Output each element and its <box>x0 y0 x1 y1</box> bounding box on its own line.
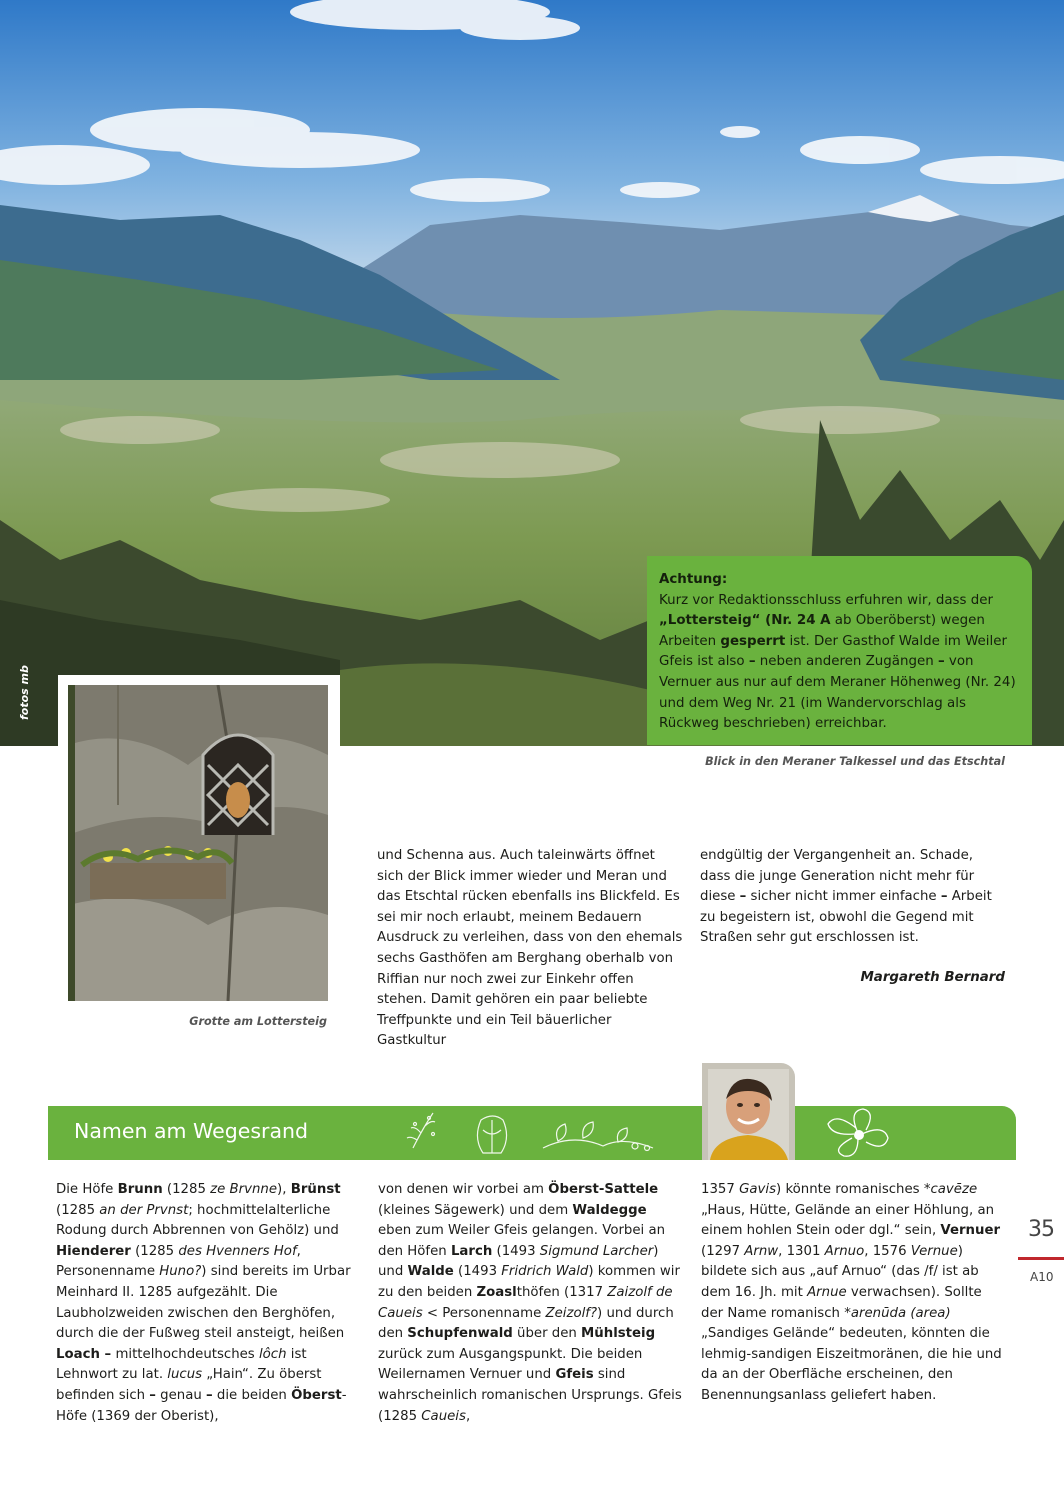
names-text-run: (1285 <box>162 1182 211 1197</box>
names-text-run: genau <box>155 1387 207 1403</box>
names-column-2 <box>378 1180 683 1427</box>
names-text-run: zurück zum Ausgangspunkt. Die beiden Weilernamen Vernuer und <box>378 1346 643 1383</box>
names-text-run: , <box>465 1408 471 1424</box>
notice-heading: Achtung: <box>659 572 728 587</box>
names-text-run: „Sandiges Gelände“ bedeuten, könnten die lehmig-sandigen Eiszeitmoränen, die hie und da an der Oberfläche erscheinen, den Benennungsanlass geliefert haben. <box>701 1326 1002 1403</box>
names-text-run: *arenūda (area) <box>844 1305 951 1321</box>
names-text-run: ) und <box>378 1243 659 1280</box>
author-portrait <box>702 1063 795 1160</box>
names-text-run: an der Prvnst <box>99 1202 189 1218</box>
names-text-run: Fridrich Wald <box>501 1264 589 1280</box>
names-text-run: , 1301 <box>778 1243 825 1259</box>
names-text-run: (1493 <box>453 1264 502 1280</box>
names-text-run: Gavis <box>739 1182 777 1197</box>
names-text-run: , 1576 <box>864 1243 911 1259</box>
names-text-run: (1297 <box>701 1243 745 1259</box>
names-text-run: -Höfe (1369 der Oberist), <box>56 1387 347 1424</box>
names-text-run: über den <box>512 1326 582 1342</box>
article-column-1: und Schenna aus. Auch taleinwärts öffnet sich der Blick immer wieder und Meran und das Etschtal rücken ebenfalls ins Blickfeld. Es sei mir noch erlaubt, meinem Bedauern Ausdruck zu verleihen, dass von den ehemals sechs Gasthöfen am Berghang oberhalb von Riffian nur noch zwei zur Einkehr offen stehen. Damit gehören ein paar beliebte Treffpunkte und ein Teil bäuerlicher Gastkultur <box>377 848 683 1049</box>
names-text-run: ; hochmittelalterliche Rodung durch Abbrennen von Gehölz) und <box>56 1202 339 1239</box>
names-text-run: Zaizolf de Caueis <box>378 1284 673 1321</box>
names-text-run: ), <box>277 1182 291 1197</box>
notice-text-1: Kurz vor Redaktionsschluss erfuhren wir, dass der <box>659 592 994 608</box>
notice-bold-1: „Lottersteig“ (Nr. 24 A <box>659 613 831 629</box>
article-text: sicher nicht immer einfache <box>746 889 941 905</box>
names-text-run: (1493 <box>492 1243 540 1259</box>
names-text-run: Brünst <box>290 1182 341 1197</box>
names-text-run: Loach – <box>56 1346 112 1362</box>
names-text-run: Waldegge <box>572 1202 647 1218</box>
names-text-run: Gfeis <box>555 1367 594 1383</box>
names-text-run: cavēze <box>930 1182 978 1197</box>
names-text-run: ist Lehnwort zu lat. <box>56 1346 307 1383</box>
notice-box <box>647 556 1032 745</box>
names-text-run: (kleines Sägewerk) und dem <box>378 1202 573 1218</box>
section-title: Namen am Wegesrand <box>74 1119 309 1143</box>
grotto-caption: Grotte am Lottersteig <box>189 1015 327 1028</box>
article-column-2 <box>700 846 1006 949</box>
names-text-run: ) kommen wir zu den beiden <box>378 1264 680 1300</box>
article-dash: – <box>940 889 948 905</box>
names-text-run: Zoasl <box>476 1284 517 1300</box>
names-text-run: Caueis <box>421 1408 466 1424</box>
names-text-run: Arnue <box>807 1284 847 1300</box>
notice-bold-2: gesperrt <box>720 633 786 649</box>
names-text-run: – <box>149 1387 156 1403</box>
grotto-photo-frame <box>58 675 340 1011</box>
hero-caption: Blick in den Meraner Talkessel und das Etschtal <box>705 755 1005 768</box>
article-dash: – <box>739 889 747 905</box>
names-text-run: die beiden <box>212 1387 292 1403</box>
names-text-run: Vernuer <box>940 1223 1001 1239</box>
names-text-run: thöfen (1317 <box>516 1284 608 1300</box>
notice-bold-3: – <box>748 654 756 670</box>
names-text-run: – <box>206 1387 213 1403</box>
names-column-1 <box>56 1180 361 1427</box>
names-text-run: 1357 <box>701 1182 740 1197</box>
names-text-run: , Personenname <box>56 1243 301 1280</box>
names-text-run: des Hvenners Hof <box>178 1243 297 1259</box>
names-text-run: Brunn <box>117 1182 163 1197</box>
names-text-run: Mühlsteig <box>581 1326 656 1342</box>
names-text-run: ) sind bereits im Urbar Meinhard II. 1285 aufgezählt. Die Laubholzweiden zwischen den Berghöfen, durch die der Fußweg steil ansteigt, heißen <box>56 1264 351 1342</box>
floral-ornament-icon <box>403 1108 663 1158</box>
names-text-run: Zeizolf? <box>545 1305 598 1321</box>
grotto-photo <box>68 685 328 1001</box>
notice-text-2: ab Oberöberst) wegen Arbeiten <box>659 613 985 649</box>
names-text-run: Die Höfe <box>56 1182 118 1197</box>
names-text-run: Arnuo <box>824 1243 865 1259</box>
article-text: endgültig der Vergangenheit an. Schade, dass die junge Generation nicht mehr für diese <box>700 848 975 905</box>
names-text-run: Larch <box>450 1243 493 1259</box>
names-text-run: ) bildete sich aus „auf Arnuo“ (das /f/ ist ab dem 16. Jh. mit <box>701 1243 979 1300</box>
names-text-run: Sigmund Larcher <box>539 1243 654 1259</box>
names-text-run: Huno? <box>159 1264 202 1280</box>
names-text-run: „Hain“. Zu öberst befinden sich <box>56 1367 322 1403</box>
names-text-run: eben zum Weiler Gfeis gelangen. Vorbei an den Höfen <box>378 1223 666 1259</box>
names-text-run: Walde <box>407 1264 454 1280</box>
names-text-run: von denen wir vorbei am <box>378 1182 549 1197</box>
page-number: 35 <box>1028 1217 1054 1242</box>
names-text-run: mittelhochdeutsches <box>111 1346 259 1362</box>
names-text-run: Öberst <box>291 1387 342 1403</box>
page-code: A10 <box>1030 1270 1054 1284</box>
names-text-run: Arnw <box>744 1243 779 1259</box>
photo-credit: fotos mb <box>18 665 31 720</box>
names-text-run: (1285 <box>130 1243 179 1259</box>
names-text-run: sind wahrscheinlich romanischen Ursprungs. Gfeis (1285 <box>378 1367 682 1424</box>
notice-text-4: neben anderen Zugängen <box>755 654 938 670</box>
names-column-3 <box>701 1180 1006 1407</box>
flower-icon <box>818 1106 898 1160</box>
names-text-run: ) könnte romanisches * <box>776 1182 931 1197</box>
names-text-run: ze Brvnne <box>210 1182 278 1197</box>
notice-text-5: von Vernuer aus nur auf dem Meraner Höhenweg (Nr. 24) und dem Weg Nr. 21 (im Wandervorschlag als Rückweg beschrieben) erreichbar. <box>659 654 1016 732</box>
names-text-run: verwachsen). Sollte der Name romanisch <box>701 1284 982 1321</box>
names-text-run: < Personenname <box>422 1305 546 1321</box>
names-text-run: Hienderer <box>56 1243 131 1259</box>
notice-bold-4: – <box>937 654 945 670</box>
page-divider <box>1018 1257 1064 1260</box>
names-text-run: lôch <box>258 1346 287 1362</box>
names-text-run: ) und durch den <box>378 1305 674 1342</box>
names-text-run: „Haus, Hütte, Gelände an einer Höhlung, an einem hohlen Stein oder dgl.“ sein, <box>701 1202 995 1239</box>
notice-text-3: ist. Der Gasthof Walde im Weiler Gfeis ist also <box>659 633 1007 670</box>
names-text-run: (1285 <box>56 1202 100 1218</box>
article-text: Arbeit zu begeistern ist, obwohl die Gegend mit Straßen sehr gut erschlossen ist. <box>700 889 992 946</box>
author-name: Margareth Bernard <box>860 970 1005 985</box>
names-text-run: Vernue <box>910 1243 958 1259</box>
names-text-run: lucus <box>167 1367 203 1383</box>
section-band <box>48 1106 1016 1160</box>
names-text-run: Öberst-Sattele <box>548 1182 659 1197</box>
names-text-run: Schupfenwald <box>407 1326 513 1342</box>
